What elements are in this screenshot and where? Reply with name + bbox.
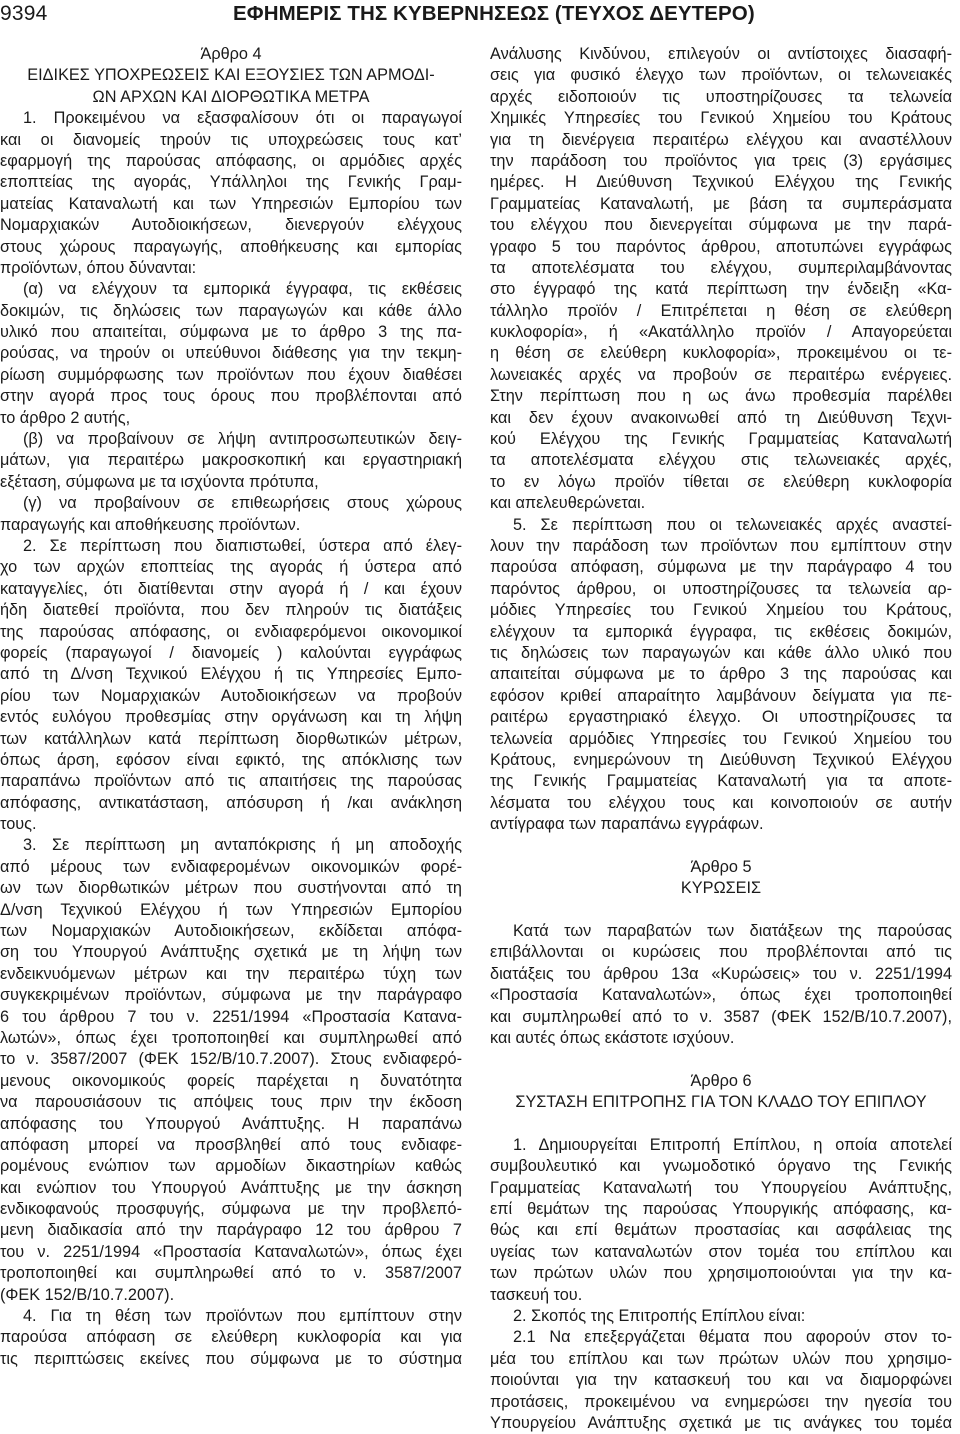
text-line: υγείας των καταναλωτών στον τομέα του επίπλου και (490, 1242, 952, 1261)
text-line: μέα του επίπλου και των πρώτων υλών που χρησιμο- (490, 1349, 952, 1368)
text-line: 3. Σε περίπτωση μη ανταπόκρισης ή μη αποδοχής (23, 836, 462, 855)
running-title: ΕΦΗΜΕΡΙΣ ΤΗΣ ΚΥΒΕΡΝΗΣΕΩΣ (ΤΕΥΧΟΣ ΔΕΥΤΕΡΟ) (233, 2, 755, 25)
text-line: της παρούσας απόφασης, οι ενδιαφερόμενοι οικονομικοί (0, 622, 462, 641)
heading-line: ΣΥΣΤΑΣΗ ΕΠΙΤΡΟΠΗΣ ΓΙΑ ΤΟΝ ΚΛΑΔΟ ΤΟΥ ΕΠΙΠΛΟΥ (515, 1093, 927, 1112)
heading-line: Άρθρο 5 (690, 857, 752, 876)
text-line: των κατάλληλων κατά περίπτωση διορθωτικών μέτρων, (0, 729, 462, 748)
text-line: 2.1 Να επεξεργάζεται θέματα που αφορούν στον το- (513, 1328, 952, 1347)
text-line: εφόσον κριθεί απαραίτητο λαμβάνουν δείγματα για πε- (490, 686, 952, 705)
text-line: ρίου των Νομαρχιακών Αυτοδιοικήσεων να προβούν (0, 686, 462, 705)
text-line: (ΦΕΚ 152/Β/10.7.2007). (0, 1285, 175, 1304)
text-line: τους. (0, 815, 37, 834)
text-line: όπως άρση, εφόσον είναι εφικτό, της απόκλισης των (0, 750, 462, 769)
right-column (490, 44, 952, 1434)
text-line: τασκευή του. (490, 1285, 583, 1304)
text-line: παραγωγής και αποθήκευσης προϊόντων. (0, 515, 301, 534)
text-line: (γ) να προβαίνουν σε επιθεωρήσεις στους χώρους (23, 494, 462, 513)
text-line: 2. Σκοπός της Επιτροπής Επίπλου είναι: (513, 1307, 806, 1326)
text-line: μόδιες Υπηρεσίες του Γενικού Χημείου του Κράτους, (490, 601, 952, 620)
text-line: παρόντος άρθρου, οι υποστηρίζουσες τα τελωνεία αρ- (490, 579, 952, 598)
text-line: μενη διαδικασία από την παράγραφο 12 του άρθρου 7 (0, 1221, 462, 1240)
text-line: τις περιπτώσεις εκείνες που σύμφωνα με το σύστημα (0, 1349, 462, 1368)
text-line: καταγγελίες, ότι διατίθενται στην αγορά ή / και έχουν (0, 579, 462, 598)
text-line: το άρθρο 2 αυτής, (0, 408, 131, 427)
text-line (490, 1049, 952, 1070)
text-line: το εν λόγω προϊόν τίθεται σε ελεύθερη κυκλοφορία (490, 472, 952, 491)
text-line: το ν. 3587/2007 (ΦΕΚ 152/Β/10.7.2007). Στους ενδιαφερό- (0, 1050, 462, 1069)
text-line: τις δηλώσεις των παραγωγών και κάθε άλλο υλικό που (490, 643, 952, 662)
text-line: «Προστασία Καταναλωτών», όπως έχει τροποποιηθεί (490, 986, 952, 1005)
text-line: διατάξεις του άρθρου 13α «Κυρώσεις» του ν. 2251/1994 (490, 964, 952, 983)
text-line: σεις για φυσικό έλεγχο των προϊόντων, οι τελωνειακές (490, 66, 952, 85)
text-line: Χημικές Υπηρεσίες του Γενικού Χημείου του Κράτους (490, 109, 952, 128)
text-line: και δεν έχουν ανακοινωθεί από τη Διεύθυνση Τεχνι- (490, 408, 952, 427)
text-line: κού Ελέγχου της Γενικής Γραμματείας Καταναλωτή (490, 430, 952, 449)
text-line: τροποποιηθεί και συμπληρωθεί από το ν. 3587/2007 (0, 1264, 462, 1283)
text-line: Ανάλυσης Κινδύνου, επιλεγούν οι αντίστοιχες διασαφή- (490, 45, 952, 63)
text-line: επί θεμάτων της παρούσας Υπουργικής απόφασης, κα- (490, 1200, 952, 1219)
text-line: στην αγορά προς τους όρους που προβλέπονται από (0, 387, 462, 406)
text-line: ρούσας, να τηρούν οι υπεύθυνοι διάθεσης για την τεκμη- (0, 344, 462, 363)
text-line: ήδη διατεθεί προϊόντα, που δεν πληρούν τις διατάξεις (0, 601, 462, 620)
text-line: 5. Σε περίπτωση που οι τελωνειακές αρχές αναστεί- (513, 515, 952, 534)
text-line: για τη διενέργεια περαιτέρω ελέγχου και αναστέλλουν (490, 130, 952, 149)
text-line: από μέρους των ενδιαφερομένων οικονομικών φορέ- (0, 857, 462, 876)
text-line: τα αποτελέσματα ελέγχου στις τελωνειακές αρχές, (490, 451, 952, 470)
text-line: Κράτους, ενημερώνουν τη Διεύθυνση Τεχνικού Ελέγχου (490, 750, 952, 769)
text-line: ων των διορθωτικών μέτρων που συστήνονται από τη (0, 879, 462, 898)
text-line: μενους οικονομικούς φορείς παρέχεται η δυνατότητα (0, 1071, 462, 1090)
text-line: χο των αρχών εποπτείας της αγοράς ή ύστερα από (0, 558, 462, 577)
text-line: λέσματα του ελέγχου τους και κοινοποιούν σε αυτήν (490, 793, 952, 812)
heading-line: ΕΙΔΙΚΕΣ ΥΠΟΧΡΕΩΣΕΙΣ ΚΑΙ ΕΞΟΥΣΙΕΣ ΤΩΝ ΑΡΜΟΔΙ- (27, 66, 435, 85)
text-line: να παρουσιάσουν τις απόψεις τους πριν την έκδοση (0, 1093, 462, 1112)
text-line: 4. Για τη θέση των προϊόντων που εμπίπτουν στην (23, 1307, 462, 1326)
text-line: η θέση σε ελεύθερη κυκλοφορία», προκειμένου οι τε- (490, 344, 952, 363)
text-line: προτάσεις, προκειμένου να ενημερώσει την ηγεσία του (490, 1392, 952, 1411)
text-line: αρχές ειδοποιούν τις υποστηρίζουσες τα τελωνεία (490, 87, 952, 106)
text-line: εφαρμογή της παρούσας απόφασης, οι αρμόδιες αρχές (0, 151, 462, 170)
text-line: (α) να ελέγχουν τα εμπορικά έγγραφα, τις εκθέσεις (23, 280, 462, 299)
text-line: απόφασης, αντικατάσταση, απόσυρση ή /και ανάκληση (0, 793, 462, 812)
text-line: επιβάλλονται οι κυρώσεις που προβλέπονται από τις (490, 943, 952, 962)
text-line: Νομαρχιακών Αυτοδιοικήσεων, διενεργούν ελέγχους (0, 216, 462, 235)
running-header (0, 0, 960, 42)
text-line: συμβουλευτικό και γνωμοδοτικό όργανο της Γενικής (490, 1157, 952, 1176)
text-line: την παράδοση του προϊόντος για τρεις (3) εργάσιμες (490, 151, 952, 170)
text-line: απόφαση μπορεί να προσβληθεί από τους ενδιαφε- (0, 1135, 462, 1154)
text-line: παρούσα απόφαση, σύμφωνα με την παράγραφο 4 του (490, 558, 952, 577)
text-line: φορείς (παραγωγοί / διανομείς ) καλούνται εγγράφως (0, 643, 462, 662)
text-line: δοκιμών, τις δηλώσεις των παραγωγών και κάθε άλλο (0, 301, 462, 320)
text-line: τελωνεία αρμόδιες Υπηρεσίες του Γενικού Χημείου του (490, 729, 952, 748)
text-line: Δ/νση Τεχνικού Ελέγχου ή των Υπηρεσιών Εμπορίου (0, 900, 462, 919)
text-line (490, 835, 952, 856)
text-line: ρομένους ενώπιον των αρμοδίων δικαστηρίων καθώς (0, 1157, 462, 1176)
text-line: Υπουργείου Ανάπτυξης σχετικά με τις ανάγκες του τομέα (490, 1414, 952, 1432)
text-line: Γραμματείας Καταναλωτή του Υπουργείου Ανάπτυξης, (490, 1178, 952, 1197)
heading-line: ΩΝ ΑΡΧΩΝ ΚΑΙ ΔΙΟΡΘΩΤΙΚΑ ΜΕΤΡΑ (92, 87, 370, 106)
text-line: ελέγχουν τα εμπορικά έγγραφα, τις εκθέσεις δοκιμών, (490, 622, 952, 641)
text-line: εντός ευλόγου προθεσμίας στην οργάνωση και τη λήψη (0, 708, 462, 727)
text-line: Στην περίπτωση που η ως άνω προθεσμία παρέλθει (490, 387, 952, 406)
text-line: του ν. 2251/1994 «Προστασία Καταναλωτών», όπως έχει (0, 1242, 462, 1261)
page-number: 9394 (0, 2, 48, 25)
text-line: παραπάνω προϊόντων από τις απαιτήσεις της παρούσας (0, 772, 462, 791)
text-line: παρούσα απόφαση σε ελεύθερη κυκλοφορία και για (0, 1328, 462, 1347)
text-line: συγκεκριμένων προϊόντων, σύμφωνα με την παράγραφο (0, 986, 462, 1005)
text-line: ματείας Καταναλωτή και των Υπηρεσιών Εμπορίου των (0, 194, 462, 213)
text-line: λωνειακές αρχές να προβούν σε περαιτέρω ενέργειες. (490, 365, 952, 384)
text-line: (β) να προβαίνουν σε λήψη αντιπροσωπευτικών δειγ- (23, 430, 462, 449)
text-line: και οι διανομείς τηρούν τις υποχρεώσεις τους κατ’ (0, 130, 462, 149)
heading-line: Άρθρο 4 (200, 45, 262, 63)
text-line: ενδεικνυόμενων μέτρων και την περαιτέρω τύχη των (0, 964, 462, 983)
text-line: θώς και επί θεμάτων προστασίας και ασφάλειας της (490, 1221, 952, 1240)
text-line: των πρώτων υλών που χρησιμοποιούνται για την κα- (490, 1264, 952, 1283)
text-line: των Νομαρχιακών Αυτοδιοικήσεων, εκδίδεται απόφα- (0, 922, 462, 941)
text-line: ημέρες. Η Διεύθυνση Τεχνικού Ελέγχου της Γενικής (490, 173, 952, 192)
text-line: στους χώρους παραγωγής, αποθήκευσης και εμπορίας (0, 237, 462, 256)
text-line: απαιτείται σύμφωνα με το άρθρο 3 της παρούσας και (490, 665, 952, 684)
text-line: της Γενικής Γραμματείας Καταναλωτή για τα αποτε- (490, 772, 952, 791)
text-line: από τη Δ/νση Τεχνικού Ελέγχου ή τις Υπηρεσίες Εμπο- (0, 665, 462, 684)
text-line: ρίωση συμμόρφωσης των προϊόντων που έχουν διαθέσει (0, 365, 462, 384)
heading-line: Άρθρο 6 (690, 1071, 752, 1090)
text-line: λουν την παράδοση των προϊόντων που εμπίπτουν στην (490, 536, 952, 555)
text-line: 1. Δημιουργείται Επιτροπή Επίπλου, η οποία αποτελεί (513, 1135, 952, 1154)
text-line: στο έγγραφό της κατά περίπτωση την ένδειξη «Κα- (490, 280, 952, 299)
left-column (0, 44, 462, 1370)
text-line: Κατά των παραβατών των διατάξεων της παρούσας (513, 922, 952, 941)
text-line: του ελέγχου που διενεργείται σύμφωνα με την παρά- (490, 216, 952, 235)
text-line (490, 1114, 952, 1135)
text-line: 2. Σε περίπτωση που διαπιστωθεί, ύστερα από έλεγ- (23, 536, 462, 555)
text-line: και ενώπιον του Υπουργού Ανάπτυξης με την άσκηση (0, 1178, 462, 1197)
text-line: ραιτέρω εργαστηριακό έλεγχο. Οι υποστηρίζουσες τα (490, 708, 952, 727)
text-line: γραφο 5 του παρόντος άρθρου, αποτυπώνει εγγράφως (490, 237, 952, 256)
text-line: μάτων, για περαιτέρω μακροσκοπική και εργαστηριακή (0, 451, 462, 470)
text-line: τα αποτελέσματα του ελέγχου, συμπεριλαμβάνοντας (490, 258, 952, 277)
text-line: προϊόντων, όπου δύνανται: (0, 258, 197, 277)
text-line: λωτών», όπως έχει τροποποιηθεί και συμπληρωθεί από (0, 1028, 462, 1047)
text-line: 6 του άρθρου 7 του ν. 2251/1994 «Προστασία Κατανα- (0, 1007, 462, 1026)
text-line: 1. Προκειμένου να εξασφαλίσουν ότι οι παραγωγοί (23, 109, 462, 128)
text-line: και συμπληρωθεί από το ν. 3587 (ΦΕΚ 152/Β/10.7.2007), (490, 1007, 952, 1026)
text-line: αντίγραφα των παραπάνω εγγράφων. (490, 815, 764, 834)
text-line: εποπτείας της αγοράς, Υπάλληλοι της Γενικής Γραμ- (0, 173, 462, 192)
text-line: απόφασης του Υπουργού Ανάπτυξης. Η παραπάνω (0, 1114, 462, 1133)
text-line: υλικό που απαιτείται, σύμφωνα με το άρθρο 3 της πα- (0, 323, 462, 342)
text-line: και αυτές όπως εκάστοτε ισχύουν. (490, 1028, 735, 1047)
text-line (490, 900, 952, 921)
heading-line: ΚΥΡΩΣΕΙΣ (680, 879, 762, 898)
text-line: ση του Υπουργού Ανάπτυξης σχετικά με τη λήψη των (0, 943, 462, 962)
text-line: Γραμματείας Καταναλωτή, με βάση τα συμπεράσματα (490, 194, 952, 213)
text-line: ενδικοφανούς προσφυγής, σύμφωνα με την προβλεπό- (0, 1200, 462, 1219)
text-line: εξέταση, σύμφωνα με τα ισχύοντα πρότυπα, (0, 472, 319, 491)
text-line: και απελευθερώνεται. (490, 494, 646, 513)
text-line: τάλληλο προϊόν / Επιτρέπεται η θέση σε ελεύθερη (490, 301, 952, 320)
text-line: ποιούνται για την κατασκευή του και να διαμορφώνει (490, 1371, 952, 1390)
text-line: κυκλοφορία», ή «Ακατάλληλο προϊόν / Απαγορεύεται (490, 323, 952, 342)
